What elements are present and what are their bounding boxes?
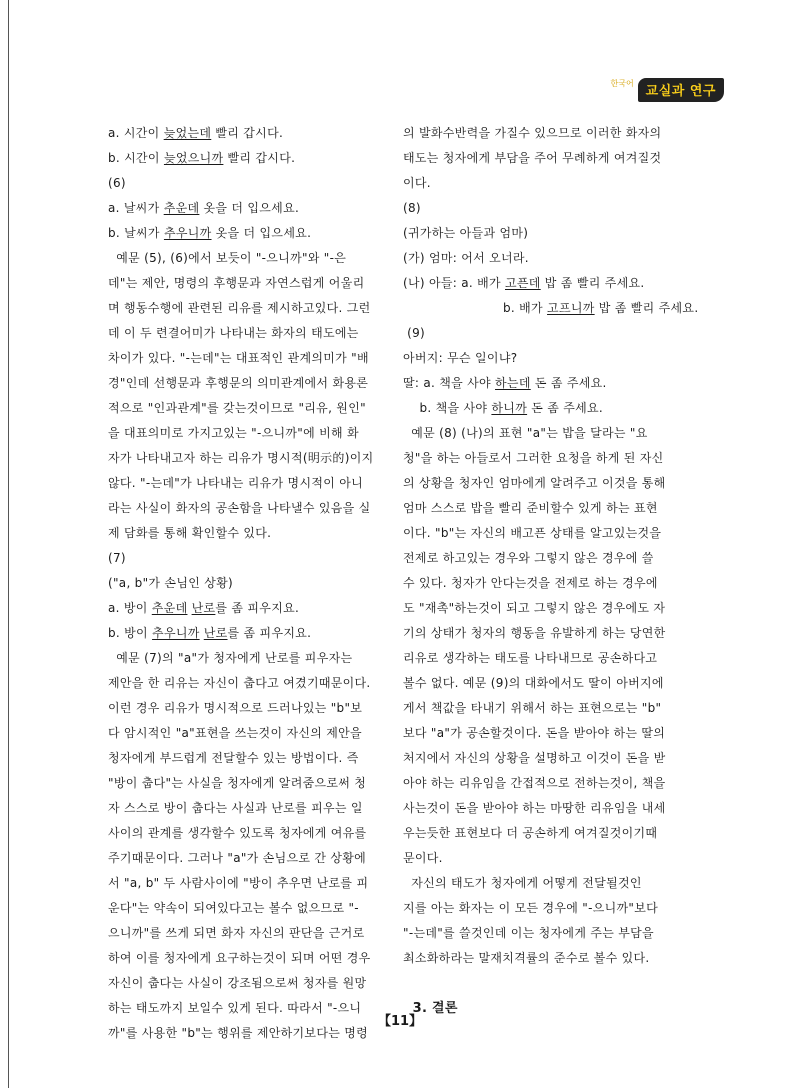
text-line [108, 146, 408, 171]
text-span: 예문 (7)의 "a"가 청자에게 난로를 피우자는 [108, 651, 353, 665]
text-span: 빨리 갑시다. [223, 151, 296, 165]
underlined-word: 고프니까 [547, 301, 595, 315]
text-line [403, 646, 703, 671]
text-line [108, 721, 408, 746]
text-line [108, 121, 408, 146]
text-line [108, 796, 408, 821]
text-span: 이다. "b"는 자신의 배고픈 상태를 알고있는것을 [403, 526, 662, 540]
text-span: 예문 (5), (6)에서 보듯이 "-으니까"와 "-은 [108, 251, 347, 265]
text-line [403, 496, 703, 521]
text-line [403, 546, 703, 571]
text-span: "-는데"를 쓸것인데 이는 청자에게 주는 부담을 [403, 926, 654, 940]
text-line [108, 821, 408, 846]
text-line [108, 296, 408, 321]
text-span: 전제로 하고있는 경우와 그렇지 않은 경우에 쓸 [403, 551, 654, 565]
text-span: 경"인데 선행문과 후행문의 의미관계에서 화용론 [108, 376, 369, 390]
text-line [108, 746, 408, 771]
text-span: 차이가 있다. "-는데"는 대표적인 관계의미가 "배 [108, 351, 369, 365]
text-line [403, 971, 703, 996]
underlined-word: 늦었는데 [163, 126, 212, 140]
text-span: 자신의 태도가 청자에게 어떻게 전달될것인 [403, 876, 642, 890]
text-line [403, 521, 703, 546]
text-span: 보다 "a"가 공손할것이다. 돈을 받아야 하는 딸의 [403, 726, 666, 740]
text-span: 을 대표의미로 가지고있는 "-으니까"에 비해 화 [108, 426, 359, 440]
text-span: (8) [403, 201, 421, 215]
text-span: 하는 태도까지 보일수 있게 된다. 따라서 "-으니 [108, 1001, 362, 1015]
text-span: 예문 (8) (나)의 표현 "a"는 밥을 달라는 "요 [403, 426, 648, 440]
text-line [108, 396, 408, 421]
text-span: 으니까"를 쓰게 되면 화자 자신의 판단을 근거로 [108, 926, 365, 940]
text-line [108, 771, 408, 796]
underlined-word: 난로 [191, 601, 216, 615]
text-line [108, 971, 408, 996]
text-line [108, 196, 408, 221]
text-line [403, 471, 703, 496]
text-span: b. 책을 사야 [403, 401, 492, 415]
text-span: 제 담화를 통해 확인할수 있다. [108, 526, 272, 540]
text-line [403, 196, 703, 221]
text-span: 볼수 없다. 예문 (9)의 대화에서도 딸이 아버지에 [403, 676, 664, 690]
text-span: 자신이 춥다는 사실이 강조됨으로써 청자를 원망 [108, 976, 367, 990]
text-span: 까"를 사용한 "b"는 행위를 제안하기보다는 명령 [108, 1026, 369, 1040]
text-span: 태도는 청자에게 부담을 주어 무례하게 여겨질것 [403, 151, 662, 165]
page-number: 【11】 [377, 1014, 423, 1029]
left-column [108, 121, 408, 1046]
text-line [403, 671, 703, 696]
text-span: 도 "재촉"하는것이 되고 그렇지 않은 경우에도 자 [403, 601, 666, 615]
text-line [108, 871, 408, 896]
text-line [108, 521, 408, 546]
text-span: 우는듯한 표현보다 더 공손하게 여겨질것이기때 [403, 826, 658, 840]
text-line [108, 671, 408, 696]
text-line [403, 421, 703, 446]
text-span: 처지에서 자신의 상황을 설명하고 이것이 돈을 받 [403, 751, 666, 765]
text-line [108, 321, 408, 346]
text-line [108, 946, 408, 971]
text-span: a. 시간이 [108, 126, 164, 140]
text-line [108, 371, 408, 396]
text-line [108, 546, 408, 571]
text-span: 주기때문이다. 그러나 "a"가 손님으로 간 상황에 [108, 851, 367, 865]
text-line [403, 921, 703, 946]
text-span: 게서 책값을 타내기 위해서 하는 표현으로는 "b" [403, 701, 662, 715]
text-span: 최소화하라는 말재치격률의 준수로 볼수 있다. [403, 951, 650, 965]
text-line [403, 121, 703, 146]
text-span: 자가 나타내고자 하는 리유가 명시적(明示的)이지 [108, 451, 374, 465]
text-line [403, 896, 703, 921]
text-line [403, 846, 703, 871]
underlined-word: 늦었으니까 [163, 151, 224, 165]
text-span: "방이 춥다"는 사실을 청자에게 알려줌으로써 청 [108, 776, 367, 790]
text-span: b. 방이 [108, 626, 153, 640]
text-line [403, 446, 703, 471]
text-line [108, 646, 408, 671]
text-line [108, 621, 408, 646]
text-line [108, 846, 408, 871]
text-line [403, 721, 703, 746]
underlined-word: 추우니까 [163, 226, 212, 240]
underlined-word: 고픈데 [505, 276, 541, 290]
text-span: (나) 아들: a. 배가 [403, 276, 505, 290]
text-span: 이런 경우 리유가 명시적으로 드러나있는 "b"보 [108, 701, 363, 715]
text-line [403, 271, 703, 296]
text-span: 딸: a. 책을 사야 [403, 376, 496, 390]
text-span: 옷을 더 입으세요. [211, 226, 312, 240]
logo-small-text: 한국어 [610, 78, 634, 88]
text-span: 를 좀 피우지요. [227, 626, 312, 640]
text-span: 밥 좀 빨리 주세요. [540, 276, 645, 290]
text-span: 하여 이를 청자에게 요구하는것이 되며 어떤 경우 [108, 951, 371, 965]
page-left-border [8, 0, 9, 1088]
text-line [403, 621, 703, 646]
text-span: a. 방이 [108, 601, 152, 615]
text-line [403, 171, 703, 196]
text-span: 를 좀 피우지요. [215, 601, 300, 615]
text-line [108, 421, 408, 446]
text-span: b. 날씨가 [108, 226, 164, 240]
text-span: 돈 좀 주세요. [527, 401, 604, 415]
text-span: 3. 결론 [403, 1001, 458, 1016]
journal-logo [610, 78, 724, 102]
text-line [108, 496, 408, 521]
text-line [403, 796, 703, 821]
text-span: 며 행동수행에 관련된 리유를 제시하고있다. 그런 [108, 301, 371, 315]
text-span: 의 발화수반력을 가질수 있으므로 이러한 화자의 [403, 126, 662, 140]
text-line [108, 446, 408, 471]
text-line [403, 321, 703, 346]
text-line [403, 146, 703, 171]
text-line [403, 396, 703, 421]
text-span: 이다. [403, 176, 431, 190]
text-line [403, 296, 703, 321]
text-span: 적으로 "인과관계"를 갖는것이므로 "리유, 원인" [108, 401, 366, 415]
text-line [108, 696, 408, 721]
text-span: 사는것이 돈을 받아야 하는 마땅한 리유임을 내세 [403, 801, 666, 815]
text-line [403, 746, 703, 771]
text-span: 않다. "-는데"가 나타내는 리유가 명시적이 아니 [108, 476, 364, 490]
text-span: 지를 아는 화자는 이 모든 경우에 "-으니까"보다 [403, 901, 659, 915]
text-span: 의 상황을 청자인 엄마에게 알려주고 이것을 통해 [403, 476, 666, 490]
text-line [108, 221, 408, 246]
text-span: b. 배가 [503, 301, 548, 315]
text-line [403, 571, 703, 596]
underlined-word: 추운데 [151, 601, 188, 615]
text-line [108, 921, 408, 946]
text-span: 청자에게 부드럽게 전달할수 있는 방법이다. 즉 [108, 751, 359, 765]
text-line [403, 946, 703, 971]
text-line [403, 821, 703, 846]
text-line [108, 246, 408, 271]
text-line [108, 471, 408, 496]
underlined-word: 추우니까 [152, 626, 200, 640]
text-line [108, 346, 408, 371]
text-line [108, 896, 408, 921]
text-span: 아야 하는 리유임을 간접적으로 전하는것이, 책을 [403, 776, 666, 790]
text-span: 자 스스로 방이 춥다는 사실과 난로를 피우는 일 [108, 801, 363, 815]
text-span: 옷을 더 입으세요. [199, 201, 300, 215]
text-span: 서 "a, b" 두 사람사이에 "방이 추우면 난로를 피 [108, 876, 369, 890]
text-span: (7) [108, 551, 126, 565]
text-line [403, 346, 703, 371]
text-line [108, 271, 408, 296]
text-span: 데 이 두 련결어미가 나타내는 화자의 태도에는 [108, 326, 359, 340]
text-span: 사이의 관계를 생각할수 있도록 청자에게 여유를 [108, 826, 367, 840]
text-span: 돈 좀 주세요. [530, 376, 607, 390]
underlined-word: 하니까 [491, 401, 528, 415]
text-span: 데"는 제안, 명령의 후행문과 자연스럽게 어울리 [108, 276, 365, 290]
text-line [403, 246, 703, 271]
text-span: 아버지: 무슨 일이냐? [403, 351, 518, 365]
text-span: 청"을 하는 아들로서 그러한 요청을 하게 된 자신 [403, 451, 664, 465]
text-span: 밥 좀 빨리 주세요. [594, 301, 699, 315]
text-line [403, 371, 703, 396]
text-span: 문이다. [403, 851, 443, 865]
text-span: a. 날씨가 [108, 201, 164, 215]
text-line [403, 221, 703, 246]
text-span: ("a, b"가 손님인 상황) [108, 576, 233, 590]
logo-title: 교실과 연구 [638, 78, 724, 102]
text-span: 운다"는 약속이 되여있다고는 볼수 없으므로 "- [108, 901, 359, 915]
text-line [108, 171, 408, 196]
text-span: 제안을 한 리유는 자신이 춥다고 여겼기때문이다. [108, 676, 371, 690]
underlined-word: 난로 [203, 626, 228, 640]
text-line [108, 571, 408, 596]
underlined-word: 추운데 [163, 201, 200, 215]
text-span: b. 시간이 [108, 151, 164, 165]
text-span: 수 있다. 청자가 안다는것을 전제로 하는 경우에 [403, 576, 658, 590]
text-span: 엄마 스스로 밥을 빨리 준비할수 있게 하는 표현 [403, 501, 658, 515]
text-span: (가) 엄마: 어서 오너라. [403, 251, 529, 265]
underlined-word: 하는데 [495, 376, 531, 390]
text-line [108, 596, 408, 621]
text-line [403, 871, 703, 896]
right-column [403, 121, 703, 1021]
text-span: (귀가하는 아들과 엄마) [403, 226, 529, 240]
text-line [403, 771, 703, 796]
text-span: 리유로 생각하는 태도를 나타내므로 공손하다고 [403, 651, 658, 665]
text-span: (6) [108, 176, 126, 190]
text-span: 기의 상태가 청자의 행동을 유발하게 하는 당연한 [403, 626, 666, 640]
text-line [403, 596, 703, 621]
text-span: 빨리 갑시다. [211, 126, 284, 140]
text-span: 라는 사실이 화자의 공손함을 나타낼수 있음을 실 [108, 501, 371, 515]
text-span: 다 암시적인 "a"표현을 쓰는것이 자신의 제안을 [108, 726, 362, 740]
text-line [403, 696, 703, 721]
text-span: (9) [403, 326, 426, 340]
